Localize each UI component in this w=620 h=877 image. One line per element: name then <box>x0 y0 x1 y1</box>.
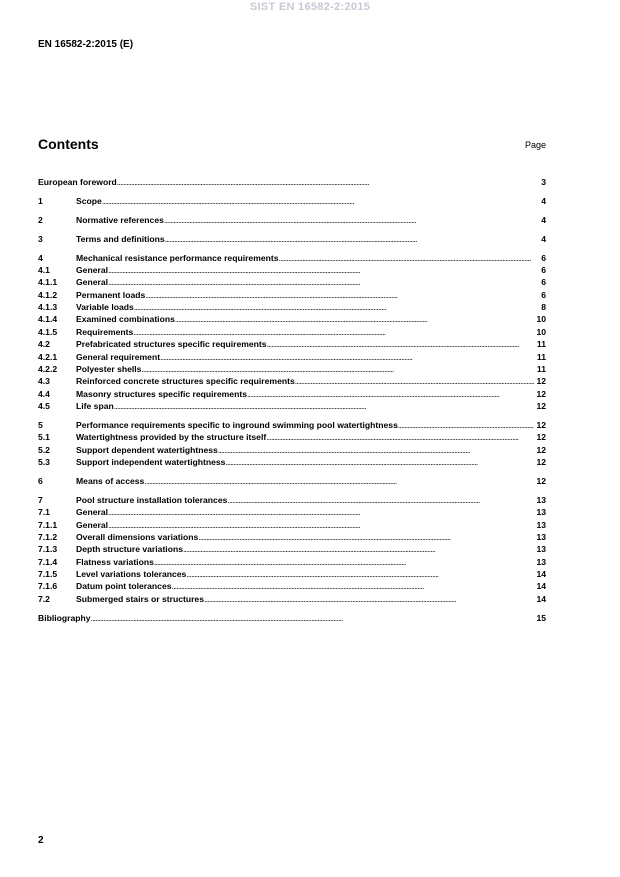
toc-entry[interactable] <box>38 232 546 244</box>
toc-entry-page: 12 <box>536 457 546 468</box>
toc-entry-number: 4.1.5 <box>38 326 58 337</box>
toc-entry-title: Requirements <box>76 326 134 337</box>
toc-entry[interactable] <box>38 506 546 518</box>
toc-entry-number: 4.5 <box>38 401 50 412</box>
toc-leader-dots <box>102 195 539 207</box>
toc-entry[interactable] <box>38 611 546 623</box>
toc-leader-dots <box>108 519 534 531</box>
toc-leader-dots <box>154 556 535 568</box>
toc-entry[interactable] <box>38 350 546 362</box>
toc-entry-page: 13 <box>536 494 546 505</box>
toc-entry-page: 11 <box>536 339 546 350</box>
toc-entry-number: 4.1.1 <box>38 277 58 288</box>
toc-entry-page: 3 <box>541 177 546 188</box>
toc-entry-page: 13 <box>536 519 546 530</box>
toc-leader-dots <box>160 351 535 363</box>
toc-entry-page: 11 <box>536 364 546 375</box>
toc-leader-dots <box>144 475 534 487</box>
toc-entry-title: Overall dimensions variations <box>76 531 199 542</box>
toc-entry-number: 7 <box>38 494 43 505</box>
toc-entry[interactable] <box>38 363 546 375</box>
toc-entry-title: Masonry structures specific requirements <box>76 388 247 399</box>
toc-entry-title: Level variations tolerances <box>76 569 187 580</box>
toc-entry-title: European foreword <box>38 177 117 188</box>
page-column-label: Page <box>524 140 546 150</box>
toc-entry-title: Prefabricated structures specific requirements <box>76 339 267 350</box>
toc-entry-number: 5.2 <box>38 444 50 455</box>
toc-entry-title: General <box>76 519 109 530</box>
toc-leader-dots <box>218 444 535 456</box>
toc-entry-title: Flatness variations <box>76 556 154 567</box>
toc-entry[interactable] <box>38 456 546 468</box>
toc-entry-number: 4.1.3 <box>38 302 58 313</box>
toc-entry-page: 10 <box>536 314 546 325</box>
toc-entry-title: Submerged stairs or structures <box>76 593 204 604</box>
toc-leader-dots <box>267 338 535 350</box>
toc-entry-title: Support dependent watertightness <box>76 444 218 455</box>
toc-leader-dots <box>172 580 535 592</box>
toc-leader-dots <box>279 252 540 264</box>
toc-entry-title: Depth structure variations <box>76 544 183 555</box>
toc-entry-title: Terms and definitions <box>76 233 165 244</box>
toc-entry-title: General requirement <box>76 351 161 362</box>
toc-entry[interactable] <box>38 400 546 412</box>
toc-entry-title: Performance requirements specific to inground swimming pool watertightness <box>76 419 398 430</box>
watermark: SIST EN 16582-2:2015 <box>249 1 371 13</box>
toc-entry-page: 12 <box>536 376 546 387</box>
toc-entry[interactable] <box>38 518 546 530</box>
toc-entry-title: Support independent watertightness <box>76 457 226 468</box>
toc-entry-page: 4 <box>541 233 546 244</box>
toc-leader-dots <box>198 531 534 543</box>
toc-entry-title: General <box>76 507 109 518</box>
toc-entry-number: 4.2 <box>38 339 50 350</box>
toc-entry-number: 4.1 <box>38 264 50 275</box>
toc-entry-number: 4.1.4 <box>38 314 58 325</box>
toc-leader-dots <box>227 494 534 506</box>
toc-entry-page: 12 <box>536 432 546 443</box>
toc-entry-page: 6 <box>541 252 546 263</box>
toc-leader-dots <box>295 375 535 387</box>
toc-entry[interactable] <box>38 431 546 443</box>
toc-entry-number: 5 <box>38 419 43 430</box>
toc-entry[interactable] <box>38 195 546 207</box>
toc-entry-page: 12 <box>536 475 546 486</box>
toc-entry-page: 13 <box>536 507 546 518</box>
toc-entry-number: 7.1.5 <box>38 569 58 580</box>
toc-entry-page: 13 <box>536 556 546 567</box>
toc-entry-number: 7.1 <box>38 507 50 518</box>
toc-entry-number: 7.1.1 <box>38 519 58 530</box>
toc-entry-page: 12 <box>536 444 546 455</box>
toc-leader-dots <box>183 543 534 555</box>
toc-leader-dots <box>266 431 534 443</box>
toc-entry[interactable] <box>38 276 546 288</box>
toc-entry[interactable] <box>38 288 546 300</box>
toc-entry-page: 4 <box>541 214 546 225</box>
toc-entry[interactable] <box>38 375 546 387</box>
toc-entry-title: Permanent loads <box>76 289 146 300</box>
toc-entry-number: 2 <box>38 214 43 225</box>
toc-entry-page: 6 <box>541 277 546 288</box>
toc-entry[interactable] <box>38 387 546 399</box>
toc-leader-dots <box>204 593 534 605</box>
toc-entry[interactable] <box>38 531 546 543</box>
toc-entry-page: 10 <box>536 326 546 337</box>
toc-entry-number: 4.3 <box>38 376 50 387</box>
toc-entry[interactable] <box>38 338 546 350</box>
toc-entry-page: 13 <box>536 531 546 542</box>
document-id: EN 16582-2:2015 (E) <box>38 39 134 50</box>
table-of-contents <box>38 176 546 624</box>
toc-entry-page: 13 <box>536 544 546 555</box>
toc-entry-page: 14 <box>536 593 546 604</box>
toc-entry-number: 4.1.2 <box>38 289 58 300</box>
toc-leader-dots <box>108 276 539 288</box>
toc-leader-dots <box>175 313 535 325</box>
toc-entry-title: Reinforced concrete structures specific requirements <box>76 376 295 387</box>
toc-leader-dots <box>108 506 534 518</box>
toc-leader-dots <box>117 176 539 188</box>
toc-entry-title: Normative references <box>76 214 164 225</box>
toc-leader-dots <box>165 233 540 245</box>
toc-leader-dots <box>186 568 534 580</box>
toc-leader-dots <box>108 264 539 276</box>
toc-entry-title: Pool structure installation tolerances <box>76 494 228 505</box>
toc-entry-title: General <box>76 277 109 288</box>
toc-entry[interactable] <box>38 580 546 592</box>
toc-entry-page: 12 <box>536 388 546 399</box>
toc-entry[interactable] <box>38 325 546 337</box>
toc-entry-title: Mechanical resistance performance requirements <box>76 252 279 263</box>
toc-entry-page: 14 <box>536 569 546 580</box>
toc-entry-number: 5.1 <box>38 432 50 443</box>
toc-entry-title: General <box>76 264 109 275</box>
toc-entry-page: 15 <box>536 612 546 623</box>
toc-entry-title: Life span <box>76 401 114 412</box>
toc-entry[interactable] <box>38 543 546 555</box>
toc-entry-number: 7.1.2 <box>38 531 58 542</box>
toc-entry-page: 12 <box>536 419 546 430</box>
toc-entry[interactable] <box>38 251 546 263</box>
page-number: 2 <box>38 835 44 846</box>
toc-entry[interactable] <box>38 475 546 487</box>
toc-entry-number: 4.2.2 <box>38 364 58 375</box>
toc-entry-title: Examined combinations <box>76 314 175 325</box>
toc-entry[interactable] <box>38 419 546 431</box>
toc-entry-page: 4 <box>541 196 546 207</box>
toc-entry-page: 8 <box>541 302 546 313</box>
toc-entry[interactable] <box>38 555 546 567</box>
toc-entry[interactable] <box>38 568 546 580</box>
toc-leader-dots <box>145 289 539 301</box>
toc-entry-number: 3 <box>38 233 43 244</box>
toc-entry-number: 5.3 <box>38 457 50 468</box>
toc-entry-title: Variable loads <box>76 302 134 313</box>
toc-entry-title: Scope <box>76 196 102 207</box>
toc-entry-number: 7.1.6 <box>38 581 58 592</box>
toc-entry-title: Watertightness provided by the structure itself <box>76 432 267 443</box>
toc-leader-dots <box>141 363 534 375</box>
toc-entry-title: Datum point tolerances <box>76 581 172 592</box>
toc-entry[interactable] <box>38 176 546 188</box>
toc-entry[interactable] <box>38 301 546 313</box>
toc-entry-page: 12 <box>536 401 546 412</box>
toc-entry-number: 4.4 <box>38 388 50 399</box>
toc-leader-dots <box>398 419 535 431</box>
toc-leader-dots <box>247 388 534 400</box>
toc-leader-dots <box>225 456 534 468</box>
toc-entry-number: 1 <box>38 196 43 207</box>
toc-entry[interactable] <box>38 214 546 226</box>
contents-title: Contents <box>38 136 99 152</box>
toc-entry-page: 11 <box>536 351 546 362</box>
toc-leader-dots <box>91 612 535 624</box>
toc-leader-dots <box>164 214 539 226</box>
toc-entry-page: 6 <box>541 289 546 300</box>
toc-entry[interactable] <box>38 264 546 276</box>
toc-entry[interactable] <box>38 313 546 325</box>
toc-entry-number: 4.2.1 <box>38 351 58 362</box>
toc-entry-page: 6 <box>541 264 546 275</box>
toc-entry-title: Polyester shells <box>76 364 142 375</box>
toc-entry-number: 7.1.3 <box>38 544 58 555</box>
toc-entry[interactable] <box>38 443 546 455</box>
toc-entry-number: 7.2 <box>38 593 50 604</box>
toc-leader-dots <box>134 301 539 313</box>
toc-entry-number: 4 <box>38 252 43 263</box>
toc-entry-page: 14 <box>536 581 546 592</box>
toc-entry-number: 6 <box>38 475 43 486</box>
toc-entry[interactable] <box>38 493 546 505</box>
toc-leader-dots <box>114 400 535 412</box>
toc-entry-title: Bibliography <box>38 612 91 623</box>
toc-leader-dots <box>133 326 534 338</box>
toc-entry-title: Means of access <box>76 475 145 486</box>
toc-entry[interactable] <box>38 592 546 604</box>
toc-entry-number: 7.1.4 <box>38 556 58 567</box>
